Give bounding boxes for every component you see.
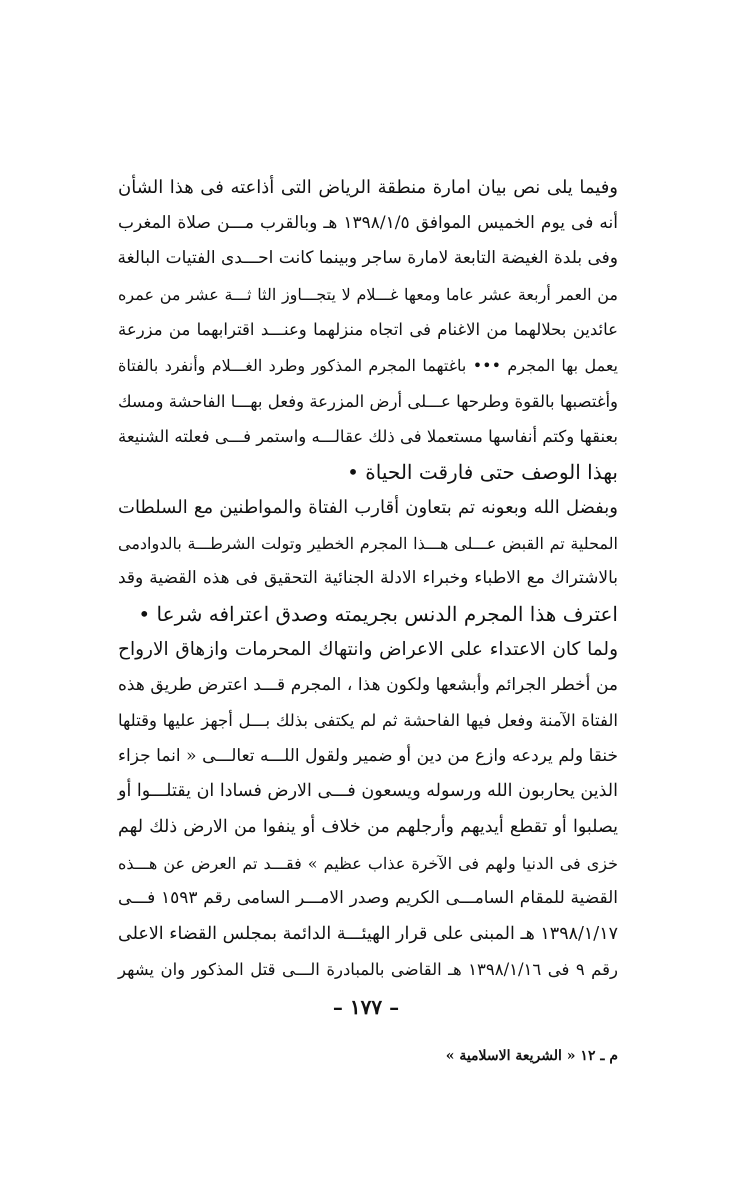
text-line: خزى فى الدنيا ولهم فى الآخرة عذاب عظيم » فقـــد تم العرض عن هـــذه <box>118 853 618 873</box>
text-line: رقم ٩ فى ١٣٩٨/١/١٦ هـ القاضى بالمبادرة الـــى قتل المذكور وان يشهر <box>118 960 618 980</box>
text-line: بهذا الوصف حتى فارقت الحياة • <box>347 459 618 484</box>
text-line: يصلبوا أو تقطع أيديهم وأرجلهم من خلاف أو ينفوا من الارض ذلك لهم <box>118 816 618 837</box>
text-line: وفى بلدة الغيضة التابعة لامارة ساجر وبينما كانت احـــدى الفتيات البالغة <box>117 248 618 269</box>
footer-signature-mark: م ـ ١٢ « الشريعة الاسلامية » <box>445 1048 618 1064</box>
text-line: من العمر أربعة عشر عاما ومعها غـــلام لا يتجـــاوز الثا ثـــة عشر من عمره <box>118 284 619 304</box>
text-line: أنه فى يوم الخميس الموافق ١٣٩٨/١/٥ هـ وبالقرب مـــن صلاة المغرب <box>118 212 618 233</box>
paragraph-1 <box>118 170 618 490</box>
text-line: ولما كان الاعتداء على الاعراض وانتهاك المحرمات وازهاق الارواح <box>118 639 618 660</box>
text-line: وبفضل الله وبعونه تم بتعاون أقارب الفتاة والمواطنين مع السلطات <box>118 497 618 518</box>
paragraph-2 <box>118 490 618 632</box>
page-number: – ١٧٧ – <box>332 995 400 1019</box>
text-line: من أخطر الجرائم وأبشعها ولكون هذا ، المجرم قـــد اعترض طريق هذه <box>118 674 618 695</box>
text-line: الفتاة الآمنة وفعل فيها الفاحشة ثم لم يكتفى بذلك بـــل أجهز عليها وقتلها <box>118 711 618 731</box>
paragraph-3 <box>118 632 618 988</box>
text-line: وأغتصبها بالقوة وطرحها عـــلى أرض المزرعة وفعل بهـــا الفاحشة ومسك <box>118 391 618 411</box>
text-line: المحلية تم القبض عـــلى هـــذا المجرم الخطير وتولت الشرطـــة بالدوادمى <box>118 533 618 553</box>
text-line: يعمل بها المجرم ••• باغتهما المجرم المذكور وطرد الغـــلام وأنفرد بالفتاة <box>118 355 618 375</box>
text-line: خنقا ولم يردعه وازع من دين أو ضمير ولقول اللـــه تعالـــى « انما جزاء <box>118 745 618 766</box>
text-line: الذين يحاربون الله ورسوله ويسعون فـــى الارض فسادا ان يقتلـــوا أو <box>118 781 618 802</box>
text-line: وفيما يلى نص بيان امارة منطقة الرياض التى أذاعته فى هذا الشأن <box>118 177 618 198</box>
text-line: اعترف هذا المجرم الدنس بجريمته وصدق اعترافه شرعا • <box>138 601 618 626</box>
text-line: القضية للمقام السامـــى الكريم وصدر الامـــر السامى رقم ١٥٩٣ فـــى <box>118 888 618 909</box>
text-line: بعنقها وكتم أنفاسها مستعملا فى ذلك عقالـــه واستمر فـــى فعلته الشنيعة <box>118 427 618 447</box>
text-line: بالاشتراك مع الاطباء وخبراء الادلة الجنائية التحقيق فى هذه القضية وقد <box>118 568 618 589</box>
text-line: ١٣٩٨/١/١٧ هـ المبنى على قرار الهيئـــة الدائمة بمجلس القضاء الاعلى <box>118 923 618 944</box>
text-line: عائدين بحلالهما من الاغنام فى اتجاه منزلهما وعنـــد اقترابهما من مزرعة <box>118 320 618 340</box>
